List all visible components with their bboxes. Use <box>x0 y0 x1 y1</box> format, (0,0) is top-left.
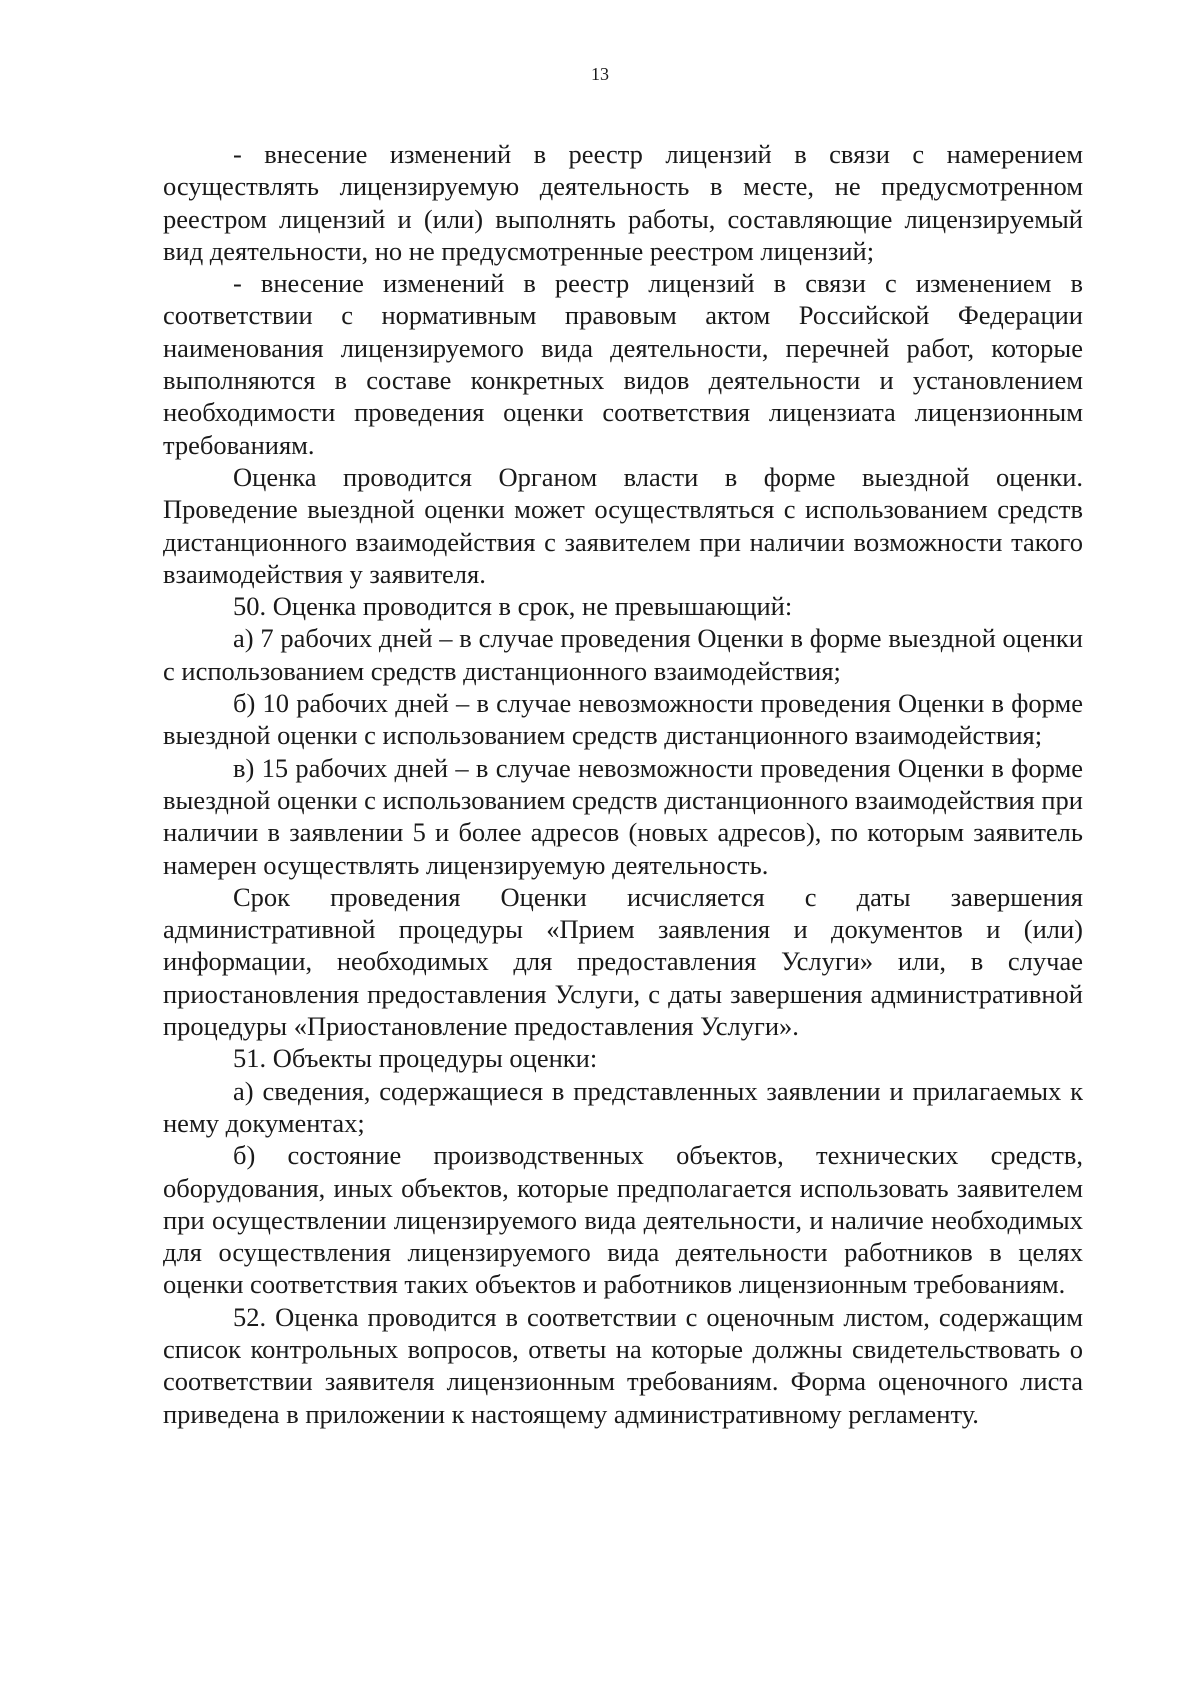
paragraph: б) 10 рабочих дней – в случае невозможности проведения Оценки в форме выездной оценки с использованием средств дистанционного взаимодействия; <box>163 688 1083 751</box>
paragraph: - внесение изменений в реестр лицензий в связи с намерением осуществлять лицензируемую деятельность в месте, не предусмотренном реестром лицензий и (или) выполнять работы, составляющие лицензируемый вид деятельности, но не предусмотренные реестром лицензий; <box>163 139 1083 266</box>
page-number: 13 <box>591 64 609 84</box>
paragraph: а) сведения, содержащиеся в представленных заявлении и прилагаемых к нему документах; <box>163 1075 1083 1138</box>
document-body <box>163 138 1083 1430</box>
paragraph: 50. Оценка проводится в срок, не превышающий: <box>233 591 793 622</box>
paragraph: в) 15 рабочих дней – в случае невозможности проведения Оценки в форме выездной оценки с использованием средств дистанционного взаимодействия при наличии в заявлении 5 и более адресов (новых адресов), по которым заявитель намерен осуществлять лицензируемую деятельность. <box>163 752 1083 880</box>
paragraph: б) состояние производственных объектов, технических средств, оборудования, иных объектов, которые предполагается использовать заявителем при осуществлении лицензируемого вида деятельности, и наличие необходимых для осуществления лицензируемого вида деятельности работников в целях оценки соответствия таких объектов и работников лицензионным требованиям. <box>163 1140 1083 1300</box>
paragraph: 52. Оценка проводится в соответствии с оценочным листом, содержащим список контрольных вопросов, ответы на которые должны свидетельствовать о соответствии заявителя лицензионным требованиям. Форма оценочного листа приведена в приложении к настоящему административному регламенту. <box>163 1301 1083 1429</box>
paragraph: 51. Объекты процедуры оценки: <box>233 1043 598 1074</box>
paragraph: Оценка проводится Органом власти в форме выездной оценки. Проведение выездной оценки может осуществляться с использованием средств дистанционного взаимодействия с заявителем при наличии возможности такого взаимодействия у заявителя. <box>163 461 1083 589</box>
paragraph: - внесение изменений в реестр лицензий в связи с изменением в соответствии с нормативным правовым актом Российской Федерации наименования лицензируемого вида деятельности, перечней работ, которые выполняются в составе конкретных видов деятельности и установлением необходимости проведения оценки соответствия лицензиата лицензионным требованиям. <box>163 268 1083 460</box>
paragraph: а) 7 рабочих дней – в случае проведения Оценки в форме выездной оценки с использованием средств дистанционного взаимодействия; <box>163 623 1083 686</box>
paragraph: Срок проведения Оценки исчисляется с даты завершения административной процедуры «Прием заявления и документов и (или) информации, необходимых для предоставления Услуги» или, в случае приостановления предоставления Услуги, с даты завершения административной процедуры «Приостановление предоставления Услуги». <box>163 881 1083 1042</box>
